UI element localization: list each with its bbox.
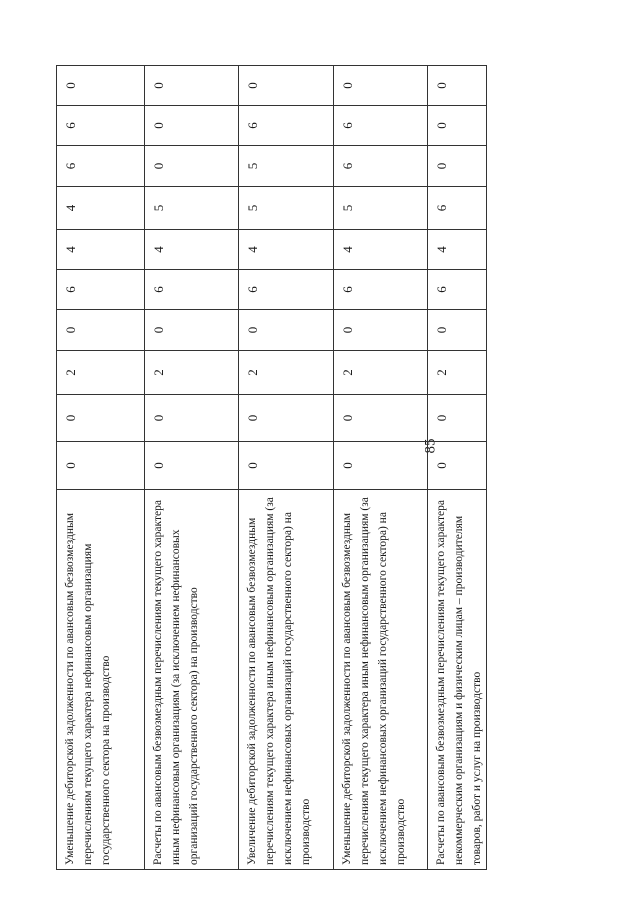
table-row (334, 66, 428, 870)
document-table-rotated (56, 66, 483, 870)
code-digit: 5 (239, 146, 334, 187)
code-digit: 0 (57, 442, 145, 490)
code-digit: 6 (57, 106, 145, 146)
table-row (145, 66, 239, 870)
code-digit: 6 (334, 106, 428, 146)
code-digit: 0 (428, 66, 487, 106)
code-digit: 0 (428, 395, 487, 442)
code-digit: 5 (239, 187, 334, 230)
code-digit: 6 (57, 270, 145, 310)
code-digit: 6 (145, 270, 239, 310)
code-digit: 2 (334, 351, 428, 395)
code-digit: 4 (334, 230, 428, 270)
code-digit: 0 (334, 442, 428, 490)
code-digit: 0 (334, 310, 428, 351)
code-digit: 0 (239, 442, 334, 490)
code-digit: 6 (334, 146, 428, 187)
code-digit: 0 (57, 310, 145, 351)
code-digit: 0 (239, 66, 334, 106)
table-row (239, 66, 334, 870)
row-description: Увеличение дебиторской задолженности по авансовым безвозмездным перечислениям текущего характера иным нефинансовым организациям (за исключением нефинансовых организаций государственного сектора) на производство (239, 490, 334, 870)
row-description: Расчеты по авансовым безвозмездным перечислениям текущего характера иным нефинансовым организациям (за исключением нефинансовых организаций государственного сектора) на производство (145, 490, 239, 870)
code-digit: 0 (334, 66, 428, 106)
row-description: Расчеты по авансовым безвозмездным перечислениям текущего характера некоммерческим организациям и физическим лицам – производителям товаров, работ и услуг на производство (428, 490, 487, 870)
code-digit: 0 (145, 106, 239, 146)
code-digit: 4 (57, 187, 145, 230)
code-digit: 4 (145, 230, 239, 270)
table-row (57, 66, 145, 870)
code-digit: 2 (239, 351, 334, 395)
code-digit: 0 (145, 310, 239, 351)
code-digit: 0 (145, 442, 239, 490)
code-digit: 5 (334, 187, 428, 230)
code-digit: 0 (428, 442, 487, 490)
code-digit: 2 (428, 351, 487, 395)
code-digit: 6 (334, 270, 428, 310)
code-digit: 5 (145, 187, 239, 230)
code-digit: 0 (57, 66, 145, 106)
code-digit: 0 (145, 395, 239, 442)
code-digit: 4 (428, 230, 487, 270)
row-description: Уменьшение дебиторской задолженности по авансовым безвозмездным перечислениям текущего характера нефинансовым организациям государственного сектора на производство (57, 490, 145, 870)
code-digit: 6 (239, 106, 334, 146)
code-digit: 6 (239, 270, 334, 310)
code-digit: 6 (428, 187, 487, 230)
code-digit: 0 (145, 66, 239, 106)
page-number: 85 (422, 438, 439, 454)
code-digit: 0 (145, 146, 239, 187)
row-description: Уменьшение дебиторской задолженности по авансовым безвозмездным перечислениям текущего характера иным нефинансовым организациям (за исключением нефинансовых организаций государственного сектора) на производство (334, 490, 428, 870)
code-digit: 2 (57, 351, 145, 395)
account-codes-table (56, 65, 487, 870)
code-digit: 6 (428, 270, 487, 310)
code-digit: 2 (145, 351, 239, 395)
code-digit: 0 (239, 310, 334, 351)
code-digit: 0 (428, 310, 487, 351)
code-digit: 0 (57, 395, 145, 442)
code-digit: 0 (334, 395, 428, 442)
code-digit: 0 (428, 106, 487, 146)
code-digit: 4 (57, 230, 145, 270)
table-row (428, 66, 487, 870)
code-digit: 6 (57, 146, 145, 187)
code-digit: 4 (239, 230, 334, 270)
code-digit: 0 (428, 146, 487, 187)
code-digit: 0 (239, 395, 334, 442)
